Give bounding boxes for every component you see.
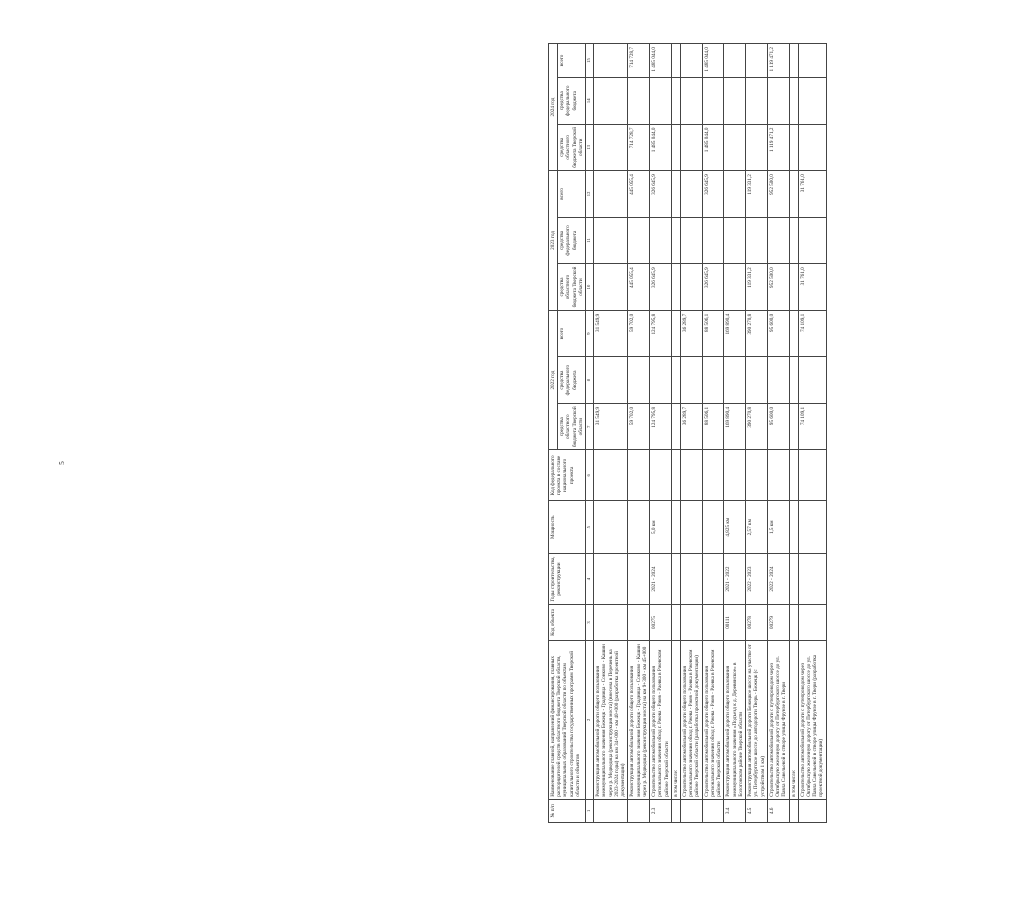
- cell-r23: [594, 264, 628, 311]
- header-2023: 2023 год: [549, 171, 558, 311]
- header-num: № п/п: [549, 799, 586, 822]
- cell-t24: [798, 44, 826, 78]
- cell-f22: [702, 357, 724, 404]
- cell-name: Строительство автомобильной дороги с путепроводом через Октябрьскую железную дорогу от Петербургского шоссе до ул. Павла Савельевой в створе улицы Фрунзе в г. Твери (разработка проектной документации): [798, 640, 826, 799]
- cell-r24: [680, 124, 702, 171]
- cell-power: 5,0 км: [650, 501, 672, 554]
- cell-r24: [798, 124, 826, 171]
- header-2022: 2022 год: [549, 310, 558, 450]
- column-number: 11: [586, 217, 594, 264]
- cell-f23: [702, 217, 724, 264]
- cell-code: [628, 604, 650, 640]
- cell-name: Строительство автомобильной дороги общего пользования регионального значения обход г. Ржева - Ржев - Раевка в Ржевском районе Тверской области (разработка проектной документации): [680, 640, 702, 799]
- cell-power: [702, 501, 724, 554]
- sub-regional-2024: средства областного бюджета Тверской области: [558, 124, 586, 171]
- cell-f24: [680, 77, 702, 124]
- header-2024: 2024 год: [549, 44, 558, 171]
- cell-t22: 169 890,4: [724, 310, 746, 357]
- sub-total-2022: всего: [558, 310, 586, 357]
- cell-num: [680, 799, 702, 822]
- cell-f24: [798, 77, 826, 124]
- cell-fed: [680, 450, 702, 501]
- cell-r22: 95 600,0: [767, 403, 789, 450]
- table-row: [789, 44, 798, 823]
- cell-t24: [746, 44, 768, 78]
- cell-f22: [767, 357, 789, 404]
- cell-years: [671, 554, 680, 605]
- column-number: 9: [586, 310, 594, 357]
- column-number-row: [586, 44, 594, 823]
- header-years: Годы строительства, реконструкции: [549, 554, 586, 605]
- cell-t22: 124 795,8: [650, 310, 672, 357]
- cell-t23: [724, 171, 746, 218]
- column-number: 12: [586, 171, 594, 218]
- cell-r22: [789, 403, 798, 450]
- cell-code: [702, 604, 724, 640]
- cell-t22: 59 702,0: [628, 310, 650, 357]
- header-power: Мощность: [549, 501, 586, 554]
- cell-fed: [789, 450, 798, 501]
- cell-f23: [798, 217, 826, 264]
- cell-t24: 1 485 044,0: [702, 44, 724, 78]
- cell-f22: [650, 357, 672, 404]
- sub-total-2024: всего: [558, 44, 586, 78]
- cell-years: [702, 554, 724, 605]
- table-body: [594, 44, 827, 823]
- cell-years: 2022 - 2024: [767, 554, 789, 605]
- table-row: [798, 44, 826, 823]
- cell-t24: 1 485 044,0: [650, 44, 672, 78]
- table-row: [702, 44, 724, 823]
- cell-code: 00111: [724, 604, 746, 640]
- cell-fed: [767, 450, 789, 501]
- cell-f23: [628, 217, 650, 264]
- table-row: [628, 44, 650, 823]
- cell-code: [798, 604, 826, 640]
- table-row: [671, 44, 680, 823]
- cell-fed: [628, 450, 650, 501]
- sub-federal-2022: средства федерального бюджета: [558, 357, 586, 404]
- cell-name: Строительство автомобильной дороги общего пользования регионального значения обход г. Ржева - Ржев - Раевка в Ржевском районе Тверской области: [702, 640, 724, 799]
- table-row: [746, 44, 768, 823]
- cell-num: 3.4: [724, 799, 746, 822]
- column-number: 5: [586, 501, 594, 554]
- cell-r22: 169 890,4: [724, 403, 746, 450]
- cell-t24: [594, 44, 628, 78]
- cell-f24: [767, 77, 789, 124]
- cell-power: [594, 501, 628, 554]
- cell-power: [680, 501, 702, 554]
- cell-r22: 124 795,8: [650, 403, 672, 450]
- cell-f24: [671, 77, 680, 124]
- cell-f24: [628, 77, 650, 124]
- budget-table: [548, 43, 827, 823]
- table-row: [767, 44, 789, 823]
- cell-power: 4,825 км: [724, 501, 746, 554]
- column-number: 6: [586, 450, 594, 501]
- cell-t23: 31 761,0: [798, 171, 826, 218]
- cell-f24: [702, 77, 724, 124]
- cell-t23: 952 500,0: [767, 171, 789, 218]
- cell-t22: 74 109,1: [798, 310, 826, 357]
- column-number: 1: [586, 799, 594, 822]
- cell-name: Реконструкция автомобильной дороги общего пользования межмуниципального значения Бежецк - Градница - Сонково - Кашин через р. Медведица (реконструкция моста) (внесена в Перечень на 2023-2024 годы) на км 34+000 - км 40+000 (разработка проектной документации): [594, 640, 628, 799]
- cell-num: [798, 799, 826, 822]
- cell-t24: 714 728,7: [628, 44, 650, 78]
- cell-f22: [671, 357, 680, 404]
- cell-t23: [789, 171, 798, 218]
- header-fedcode: Код федерального проекта в составе национального проекта: [549, 450, 586, 501]
- cell-r24: [724, 124, 746, 171]
- cell-t23: 326 645,9: [702, 171, 724, 218]
- column-number: 8: [586, 357, 594, 404]
- cell-num: [671, 799, 680, 822]
- cell-name: Реконструкция автомобильной дороги общего пользования межмуниципального значения Бежецк - Градница - Сонково - Кашин через р. Медведица (реконструкция моста) на км 9+300 - км 45+000: [628, 640, 650, 799]
- cell-num: [702, 799, 724, 822]
- cell-code: [680, 604, 702, 640]
- cell-years: [628, 554, 650, 605]
- cell-years: [680, 554, 702, 605]
- cell-name: Строительство автомобильной дороги с путепроводом через Октябрьскую железную дорогу от Петербургского шоссе до ул. Павла Савельевой в створе улицы Фрунзе в г. Твери: [767, 640, 789, 799]
- cell-f22: [628, 357, 650, 404]
- cell-f23: [789, 217, 798, 264]
- cell-f24: [789, 77, 798, 124]
- cell-power: [671, 501, 680, 554]
- cell-r23: 952 500,0: [767, 264, 789, 311]
- cell-power: 2,57 км: [746, 501, 768, 554]
- cell-r23: 119 331,2: [746, 264, 768, 311]
- cell-t23: 326 645,9: [650, 171, 672, 218]
- cell-r22: [671, 403, 680, 450]
- sub-regional-2023: средства областного бюджета Тверской области: [558, 264, 586, 311]
- cell-r23: [671, 264, 680, 311]
- cell-r24: 714 728,7: [628, 124, 650, 171]
- cell-r22: 59 702,0: [628, 403, 650, 450]
- cell-name: Реконструкция автомобильной дороги Бежецкое шоссе на участке от ул. Петербургское шоссе до автодороги Тверь - Бежецк (с устройством 1 км): [746, 640, 768, 799]
- table-row: [594, 44, 628, 823]
- cell-f22: [789, 357, 798, 404]
- header-name: Наименование главной, направлений финансирования, главных распорядителей средств областного бюджета Тверской области, муниципальных образований Тверской области по объектам капитального строительства государственных программ Тверской области и объектов: [549, 640, 586, 799]
- cell-r22: 74 109,1: [798, 403, 826, 450]
- cell-years: [798, 554, 826, 605]
- cell-r23: 326 645,9: [702, 264, 724, 311]
- cell-f23: [671, 217, 680, 264]
- cell-r23: [680, 264, 702, 311]
- cell-t22: 31 549,9: [594, 310, 628, 357]
- cell-t24: [789, 44, 798, 78]
- cell-r24: 1 485 044,0: [650, 124, 672, 171]
- cell-name: Строительство автомобильной дороги общего пользования регионального значения обход г. Ржева - Ржев - Раевка в Ржевском районе Тверской области: [650, 640, 672, 799]
- cell-r24: 1 119 471,2: [767, 124, 789, 171]
- cell-r22: 390 270,8: [746, 403, 768, 450]
- cell-years: 2022 - 2023: [746, 554, 768, 605]
- table-row: [680, 44, 702, 823]
- cell-f23: [594, 217, 628, 264]
- cell-t23: [594, 171, 628, 218]
- cell-fed: [650, 450, 672, 501]
- column-number: 15: [586, 44, 594, 78]
- cell-t22: 95 600,0: [767, 310, 789, 357]
- cell-fed: [594, 450, 628, 501]
- cell-fed: [724, 450, 746, 501]
- cell-t23: [680, 171, 702, 218]
- cell-t24: 1 119 471,2: [767, 44, 789, 78]
- cell-r24: [746, 124, 768, 171]
- cell-t22: [671, 310, 680, 357]
- cell-name: в том числе:: [671, 640, 680, 799]
- cell-f23: [746, 217, 768, 264]
- cell-t23: 445 055,4: [628, 171, 650, 218]
- rotated-table-page: [548, 43, 1010, 823]
- cell-num: 4.5: [746, 799, 768, 822]
- cell-power: [798, 501, 826, 554]
- cell-r23: 326 645,9: [650, 264, 672, 311]
- table-row: [650, 44, 672, 823]
- cell-t22: [789, 310, 798, 357]
- cell-r23: 445 055,4: [628, 264, 650, 311]
- column-number: 10: [586, 264, 594, 311]
- cell-f22: [724, 357, 746, 404]
- cell-t23: 119 331,2: [746, 171, 768, 218]
- cell-f24: [594, 77, 628, 124]
- cell-name: в том числе:: [789, 640, 798, 799]
- cell-fed: [798, 450, 826, 501]
- page-number: 5: [57, 461, 66, 465]
- column-number: 7: [586, 403, 594, 450]
- table-row: [724, 44, 746, 823]
- cell-f23: [680, 217, 702, 264]
- cell-f22: [594, 357, 628, 404]
- column-number: 4: [586, 554, 594, 605]
- cell-f24: [650, 77, 672, 124]
- cell-num: [594, 799, 628, 822]
- column-number: 13: [586, 124, 594, 171]
- cell-r22: 88 506,1: [702, 403, 724, 450]
- cell-f22: [798, 357, 826, 404]
- column-number: 2: [586, 640, 594, 799]
- column-number: 14: [586, 77, 594, 124]
- cell-t22: 88 506,1: [702, 310, 724, 357]
- cell-t23: [671, 171, 680, 218]
- cell-f24: [746, 77, 768, 124]
- cell-num: [789, 799, 798, 822]
- cell-fed: [746, 450, 768, 501]
- cell-r24: 1 485 044,0: [702, 124, 724, 171]
- cell-r24: [789, 124, 798, 171]
- cell-r22: 31 549,9: [594, 403, 628, 450]
- cell-t22: 36 289,7: [680, 310, 702, 357]
- cell-f24: [724, 77, 746, 124]
- cell-num: 4.6: [767, 799, 789, 822]
- cell-code: 00278: [746, 604, 768, 640]
- cell-t24: [724, 44, 746, 78]
- cell-r23: 31 761,0: [798, 264, 826, 311]
- sub-federal-2023: средства федерального бюджета: [558, 217, 586, 264]
- sub-regional-2022: средства областного бюджета Тверской области: [558, 403, 586, 450]
- cell-r24: [594, 124, 628, 171]
- header-code: Код объекта: [549, 604, 586, 640]
- cell-years: 2021 - 2022: [724, 554, 746, 605]
- cell-fed: [671, 450, 680, 501]
- cell-fed: [702, 450, 724, 501]
- cell-code: [594, 604, 628, 640]
- cell-r24: [671, 124, 680, 171]
- cell-t24: [671, 44, 680, 78]
- cell-power: [789, 501, 798, 554]
- cell-f22: [680, 357, 702, 404]
- cell-years: [789, 554, 798, 605]
- cell-num: 2.3: [650, 799, 672, 822]
- cell-code: 00279: [767, 604, 789, 640]
- cell-t24: [680, 44, 702, 78]
- cell-years: [594, 554, 628, 605]
- sub-federal-2024: средства федерального бюджета: [558, 77, 586, 124]
- cell-f23: [767, 217, 789, 264]
- cell-power: [628, 501, 650, 554]
- cell-years: 2021 - 2024: [650, 554, 672, 605]
- cell-r22: 36 289,7: [680, 403, 702, 450]
- cell-num: [628, 799, 650, 822]
- cell-code: [789, 604, 798, 640]
- cell-r23: [789, 264, 798, 311]
- cell-r23: [724, 264, 746, 311]
- sub-total-2023: всего: [558, 171, 586, 218]
- cell-t22: 390 270,8: [746, 310, 768, 357]
- cell-name: Реконструкция автомобильной дороги общего пользования межмуниципального значения «Подъезд к д. Деревянское» в Бологовском районе Тверской области: [724, 640, 746, 799]
- column-number: 3: [586, 604, 594, 640]
- cell-code: [671, 604, 680, 640]
- cell-f23: [724, 217, 746, 264]
- cell-power: 1,5 км: [767, 501, 789, 554]
- cell-f23: [650, 217, 672, 264]
- cell-f22: [746, 357, 768, 404]
- cell-code: 00275: [650, 604, 672, 640]
